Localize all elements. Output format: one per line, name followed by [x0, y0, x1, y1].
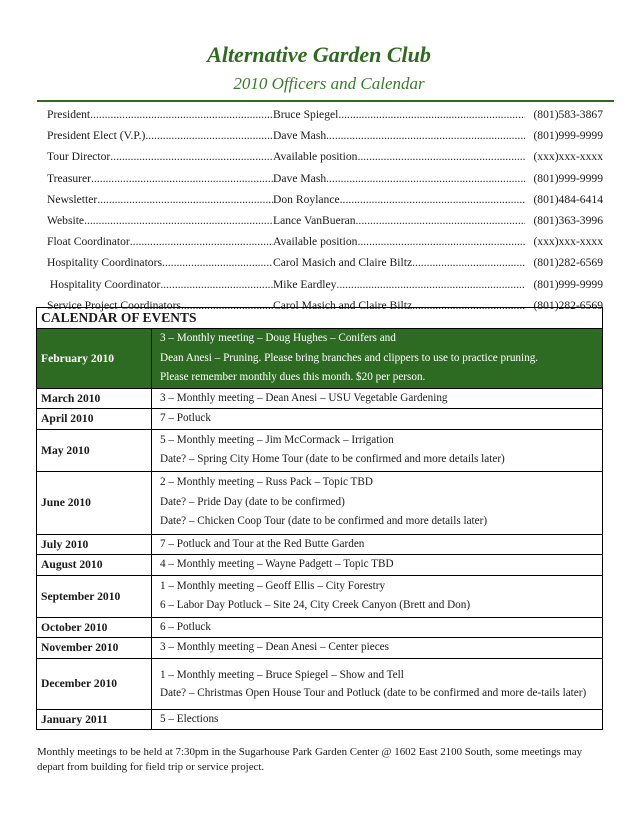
dot-leader: [326, 129, 525, 142]
calendar-month: September 2010: [37, 575, 152, 617]
calendar-month: March 2010: [37, 388, 152, 409]
calendar-event: Date? – Chicken Coop Tour (date to be confirmed and more details later): [160, 515, 488, 528]
calendar-events: [152, 638, 603, 659]
calendar-table: [36, 307, 603, 730]
dot-leader: [90, 108, 273, 121]
officer-row: [47, 252, 603, 273]
calendar-row: [37, 575, 603, 617]
calendar-event: Date? – Christmas Open House Tour and Potluck (date to be confirmed and more de-tails later): [160, 686, 587, 699]
calendar-event: 4 – Monthly meeting – Wayne Padgett – Topic TBD: [160, 558, 394, 570]
officer-role: Service Project Coordinators: [47, 298, 181, 312]
dot-leader: [110, 150, 273, 163]
officer-role: President Elect (V.P.): [47, 129, 146, 143]
officer-row: [47, 210, 603, 231]
calendar-month: April 2010: [37, 409, 152, 430]
calendar-event: Date? – Spring City Home Tour (date to be confirmed and more details later): [160, 453, 505, 465]
officer-phone: (801)999-9999: [533, 129, 603, 143]
calendar-events: [152, 329, 603, 389]
calendar-month: July 2010: [37, 534, 152, 555]
dot-leader: [162, 256, 273, 269]
dot-leader: [357, 235, 525, 248]
officer-phone: (xxx)xxx-xxxx: [533, 150, 603, 164]
officer-name: Dave Mash: [273, 129, 327, 143]
officer-phone: (801)999-9999: [533, 277, 603, 291]
dot-leader: [338, 108, 525, 121]
calendar-event: 3 – Monthly meeting – Doug Hughes – Conifers and: [160, 332, 396, 344]
page-title: Alternative Garden Club: [207, 42, 431, 67]
officer-row: [47, 231, 603, 252]
dot-leader: [412, 256, 525, 269]
calendar-event: Dean Anesi – Pruning. Please bring branches and clippers to use to practice pruning.: [160, 351, 539, 364]
dot-leader: [145, 129, 273, 142]
calendar-month: January 2011: [37, 709, 152, 730]
calendar-header-row: [37, 308, 603, 329]
calendar-event: 7 – Potluck: [160, 412, 211, 424]
calendar-row: [37, 429, 603, 471]
calendar-event: Date? – Pride Day (date to be confirmed): [160, 495, 345, 508]
calendar-events: [152, 575, 603, 617]
calendar-event: 2 – Monthly meeting – Russ Pack – Topic TBD: [160, 476, 373, 489]
officer-row: [47, 189, 603, 210]
calendar-row: [37, 709, 603, 730]
officer-phone: (801)282-6569: [533, 298, 603, 312]
officer-phone: (xxx)xxx-xxxx: [533, 235, 603, 249]
calendar-month: October 2010: [37, 617, 152, 638]
calendar-event: 6 – Labor Day Potluck – Site 24, City Creek Canyon (Brett and Don): [160, 599, 471, 611]
officer-row: [47, 168, 603, 189]
calendar-event: 6 – Potluck: [160, 620, 211, 633]
officers-list: [47, 104, 603, 316]
officer-name: Carol Masich and Claire Biltz: [273, 298, 413, 312]
calendar-events: [152, 658, 603, 709]
calendar-row: [37, 638, 603, 659]
calendar-event: Please remember monthly dues this month. $20 per person.: [160, 371, 426, 383]
calendar-row: [37, 555, 603, 576]
dot-leader: [130, 235, 273, 248]
calendar-month: June 2010: [37, 471, 152, 534]
footer-note: Monthly meetings to be held at 7:30pm in the Sugarhouse Park Garden Center @ 1602 East 2100 South, some meetings may depart from building for field trip or service project.: [37, 746, 583, 773]
officer-phone: (801)999-9999: [533, 171, 603, 185]
calendar-month: November 2010: [37, 638, 152, 659]
page-subtitle: 2010 Officers and Calendar: [233, 74, 425, 93]
officer-row: [47, 274, 603, 295]
officer-name: Mike Eardley: [273, 277, 337, 291]
officer-name: Dave Mash: [273, 171, 327, 185]
officer-phone: (801)484-6414: [533, 192, 603, 206]
calendar-events: [152, 388, 603, 409]
calendar-month: May 2010: [37, 429, 152, 471]
calendar-event: 5 – Elections: [160, 712, 219, 725]
dot-leader: [340, 193, 525, 206]
calendar-month: December 2010: [37, 658, 152, 709]
dot-leader: [336, 278, 525, 291]
officer-phone: (801)583-3867: [533, 108, 603, 122]
officer-role: Hospitality Coordinator: [47, 277, 161, 291]
calendar-event: 1 – Monthly meeting – Bruce Spiegel – Show and Tell: [160, 669, 404, 682]
dot-leader: [356, 214, 525, 227]
officer-name: Don Roylance: [273, 192, 340, 206]
officer-role: Newsletter: [47, 192, 98, 206]
officer-name: Available position: [273, 235, 358, 249]
officer-role: Float Coordinator: [47, 235, 130, 249]
calendar-row: [37, 329, 603, 389]
officer-name: Carol Masich and Claire Biltz: [273, 256, 413, 270]
dot-leader: [326, 172, 525, 185]
calendar-month: February 2010: [37, 329, 152, 389]
calendar-row: [37, 471, 603, 534]
calendar-event: 3 – Monthly meeting – Dean Anesi – Center pieces: [160, 641, 389, 653]
calendar-event: 1 – Monthly meeting – Geoff Ellis – City Forestry: [160, 579, 386, 592]
calendar-events: [152, 409, 603, 430]
calendar-row: [37, 388, 603, 409]
officer-row: [47, 104, 603, 125]
dot-leader: [91, 172, 273, 185]
calendar-events: [152, 534, 603, 555]
calendar-month: August 2010: [37, 555, 152, 576]
officer-role: Hospitality Coordinators: [47, 256, 162, 270]
calendar-row: [37, 658, 603, 709]
officer-row: [47, 125, 603, 146]
calendar-events: [152, 617, 603, 638]
dot-leader: [357, 150, 525, 163]
calendar-events: [152, 709, 603, 730]
calendar-row: [37, 617, 603, 638]
dot-leader: [84, 214, 273, 227]
calendar-event: 7 – Potluck and Tour at the Red Butte Garden: [160, 537, 365, 550]
officer-phone: (801)363-3996: [533, 214, 603, 228]
officer-role: President: [47, 108, 91, 122]
calendar-row: [37, 534, 603, 555]
calendar-events: [152, 471, 603, 534]
officer-row: [47, 146, 603, 167]
dot-leader: [160, 278, 273, 291]
officer-role: Website: [47, 214, 85, 228]
calendar-row: [37, 409, 603, 430]
calendar-event: 5 – Monthly meeting – Jim McCormack – Irrigation: [160, 433, 394, 446]
officer-role: Treasurer: [47, 171, 92, 185]
header-divider: [37, 100, 614, 102]
officer-name: Lance VanBueran: [273, 214, 356, 228]
officer-name: Available position: [273, 150, 358, 164]
calendar-heading: CALENDAR OF EVENTS: [37, 308, 603, 329]
dot-leader: [97, 193, 273, 206]
officer-role: Tour Director: [47, 150, 111, 164]
officer-phone: (801)282-6569: [533, 256, 603, 270]
officer-name: Bruce Spiegel: [273, 108, 339, 122]
calendar-event: 3 – Monthly meeting – Dean Anesi – USU Vegetable Gardening: [160, 391, 448, 404]
calendar-events: [152, 555, 603, 576]
calendar-events: [152, 429, 603, 471]
